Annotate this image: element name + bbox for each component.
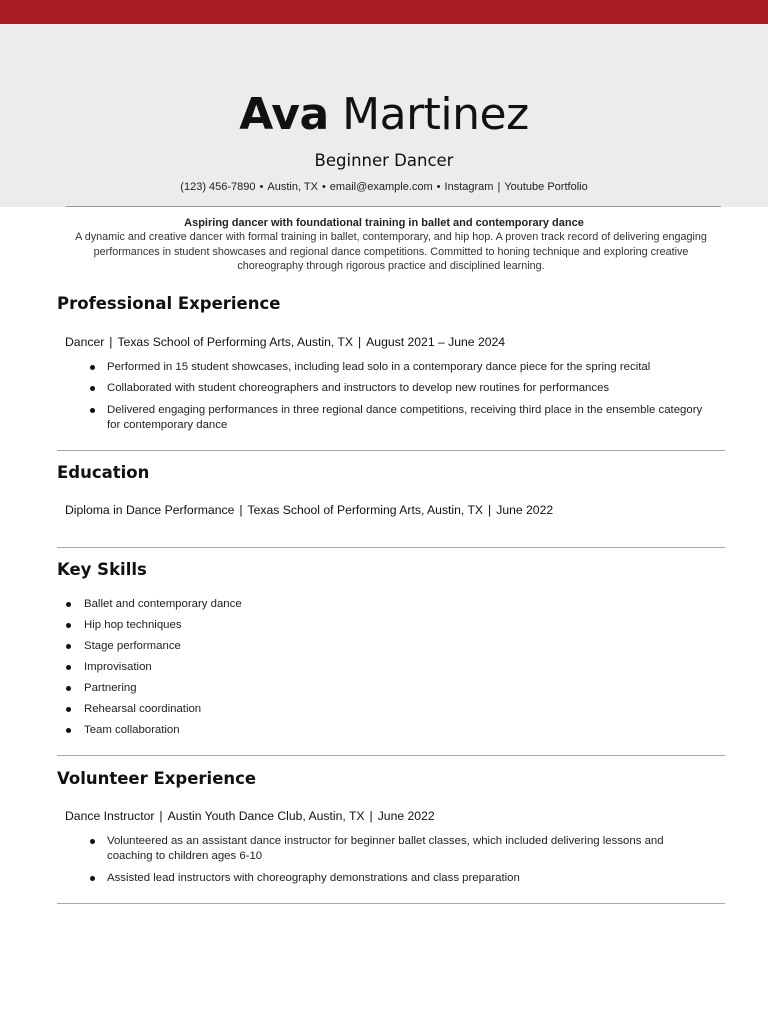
- list-item: Volunteered as an assistant dance instructor for beginner ballet classes, which included delivering lessons and coaching to children ages 6-10: [107, 834, 707, 865]
- section-title-experience: Professional Experience: [57, 294, 281, 313]
- list-item: Collaborated with student choreographers and instructors to develop new routines for performances: [107, 381, 707, 396]
- volunteer-org: Austin Youth Dance Club, Austin, TX: [167, 809, 365, 823]
- pipe-separator: |: [357, 335, 362, 349]
- accent-bar: [0, 0, 768, 24]
- summary-headline: Aspiring dancer with foundational training in ballet and contemporary dance: [184, 217, 584, 229]
- section-divider: [57, 903, 725, 904]
- experience-org: Texas School of Performing Arts, Austin, TX: [117, 335, 353, 349]
- summary-text: A dynamic and creative dancer with formal training in ballet, contemporary, and hip hop. A proven track record of delivering engaging performances in student showcases and regional dance competitions. Committed to honing technique and exploring creative choreography through rigorous practice and disciplined learning.: [75, 231, 707, 273]
- volunteer-role: Dance Instructor: [65, 809, 155, 823]
- dot-separator: •: [436, 181, 441, 193]
- experience-bullets: [107, 360, 707, 439]
- volunteer-bullets: [107, 834, 707, 892]
- skill-item: Rehearsal coordination: [84, 702, 384, 723]
- dot-separator: •: [321, 181, 326, 193]
- header-divider: [66, 206, 721, 207]
- experience-dates: August 2021 – June 2024: [366, 335, 506, 349]
- dot-separator: •: [259, 181, 264, 193]
- skill-item: Hip hop techniques: [84, 618, 384, 639]
- job-title: Beginner Dancer: [314, 151, 454, 170]
- list-item: Delivered engaging performances in three regional dance competitions, receiving third place in the ensemble category for contemporary dance: [107, 403, 707, 434]
- first-name: Ava: [239, 89, 329, 140]
- pipe-separator: |: [369, 809, 373, 823]
- section-title-education: Education: [57, 463, 150, 482]
- skill-item: Partnering: [84, 681, 384, 702]
- section-divider: [57, 450, 725, 451]
- phone: (123) 456-7890: [180, 181, 256, 193]
- contact-line: [0, 180, 768, 194]
- education-school: Texas School of Performing Arts, Austin, TX: [247, 503, 484, 517]
- education-date: June 2022: [496, 503, 554, 517]
- education-entry-line: [65, 502, 553, 518]
- experience-role: Dancer: [65, 335, 105, 349]
- pipe-separator: |: [239, 503, 243, 517]
- section-divider: [57, 755, 725, 756]
- last-name: Martinez: [342, 89, 529, 140]
- education-degree: Diploma in Dance Performance: [65, 503, 235, 517]
- instagram-link[interactable]: Instagram: [444, 181, 494, 193]
- location: Austin, TX: [267, 181, 318, 193]
- list-item: Assisted lead instructors with choreography demonstrations and class preparation: [107, 871, 707, 886]
- volunteer-date: June 2022: [377, 809, 435, 823]
- email-link[interactable]: email@example.com: [329, 181, 433, 193]
- skill-item: Improvisation: [84, 660, 384, 681]
- experience-entry-line: [65, 334, 505, 350]
- candidate-name: [0, 88, 768, 142]
- skill-item: Team collaboration: [84, 723, 384, 744]
- youtube-link[interactable]: Youtube Portfolio: [504, 181, 588, 193]
- pipe-separator: |: [488, 503, 492, 517]
- list-item: Performed in 15 student showcases, including lead solo in a contemporary dance piece for the spring recital: [107, 360, 707, 375]
- section-title-skills: Key Skills: [57, 560, 147, 579]
- volunteer-entry-line: [65, 808, 435, 824]
- section-title-volunteer: Volunteer Experience: [57, 769, 257, 788]
- skills-list: [84, 597, 384, 744]
- section-divider: [57, 547, 725, 548]
- skill-item: Ballet and contemporary dance: [84, 597, 384, 618]
- skill-item: Stage performance: [84, 639, 384, 660]
- pipe-separator: |: [109, 335, 113, 349]
- pipe-separator: |: [497, 181, 501, 193]
- pipe-separator: |: [159, 809, 163, 823]
